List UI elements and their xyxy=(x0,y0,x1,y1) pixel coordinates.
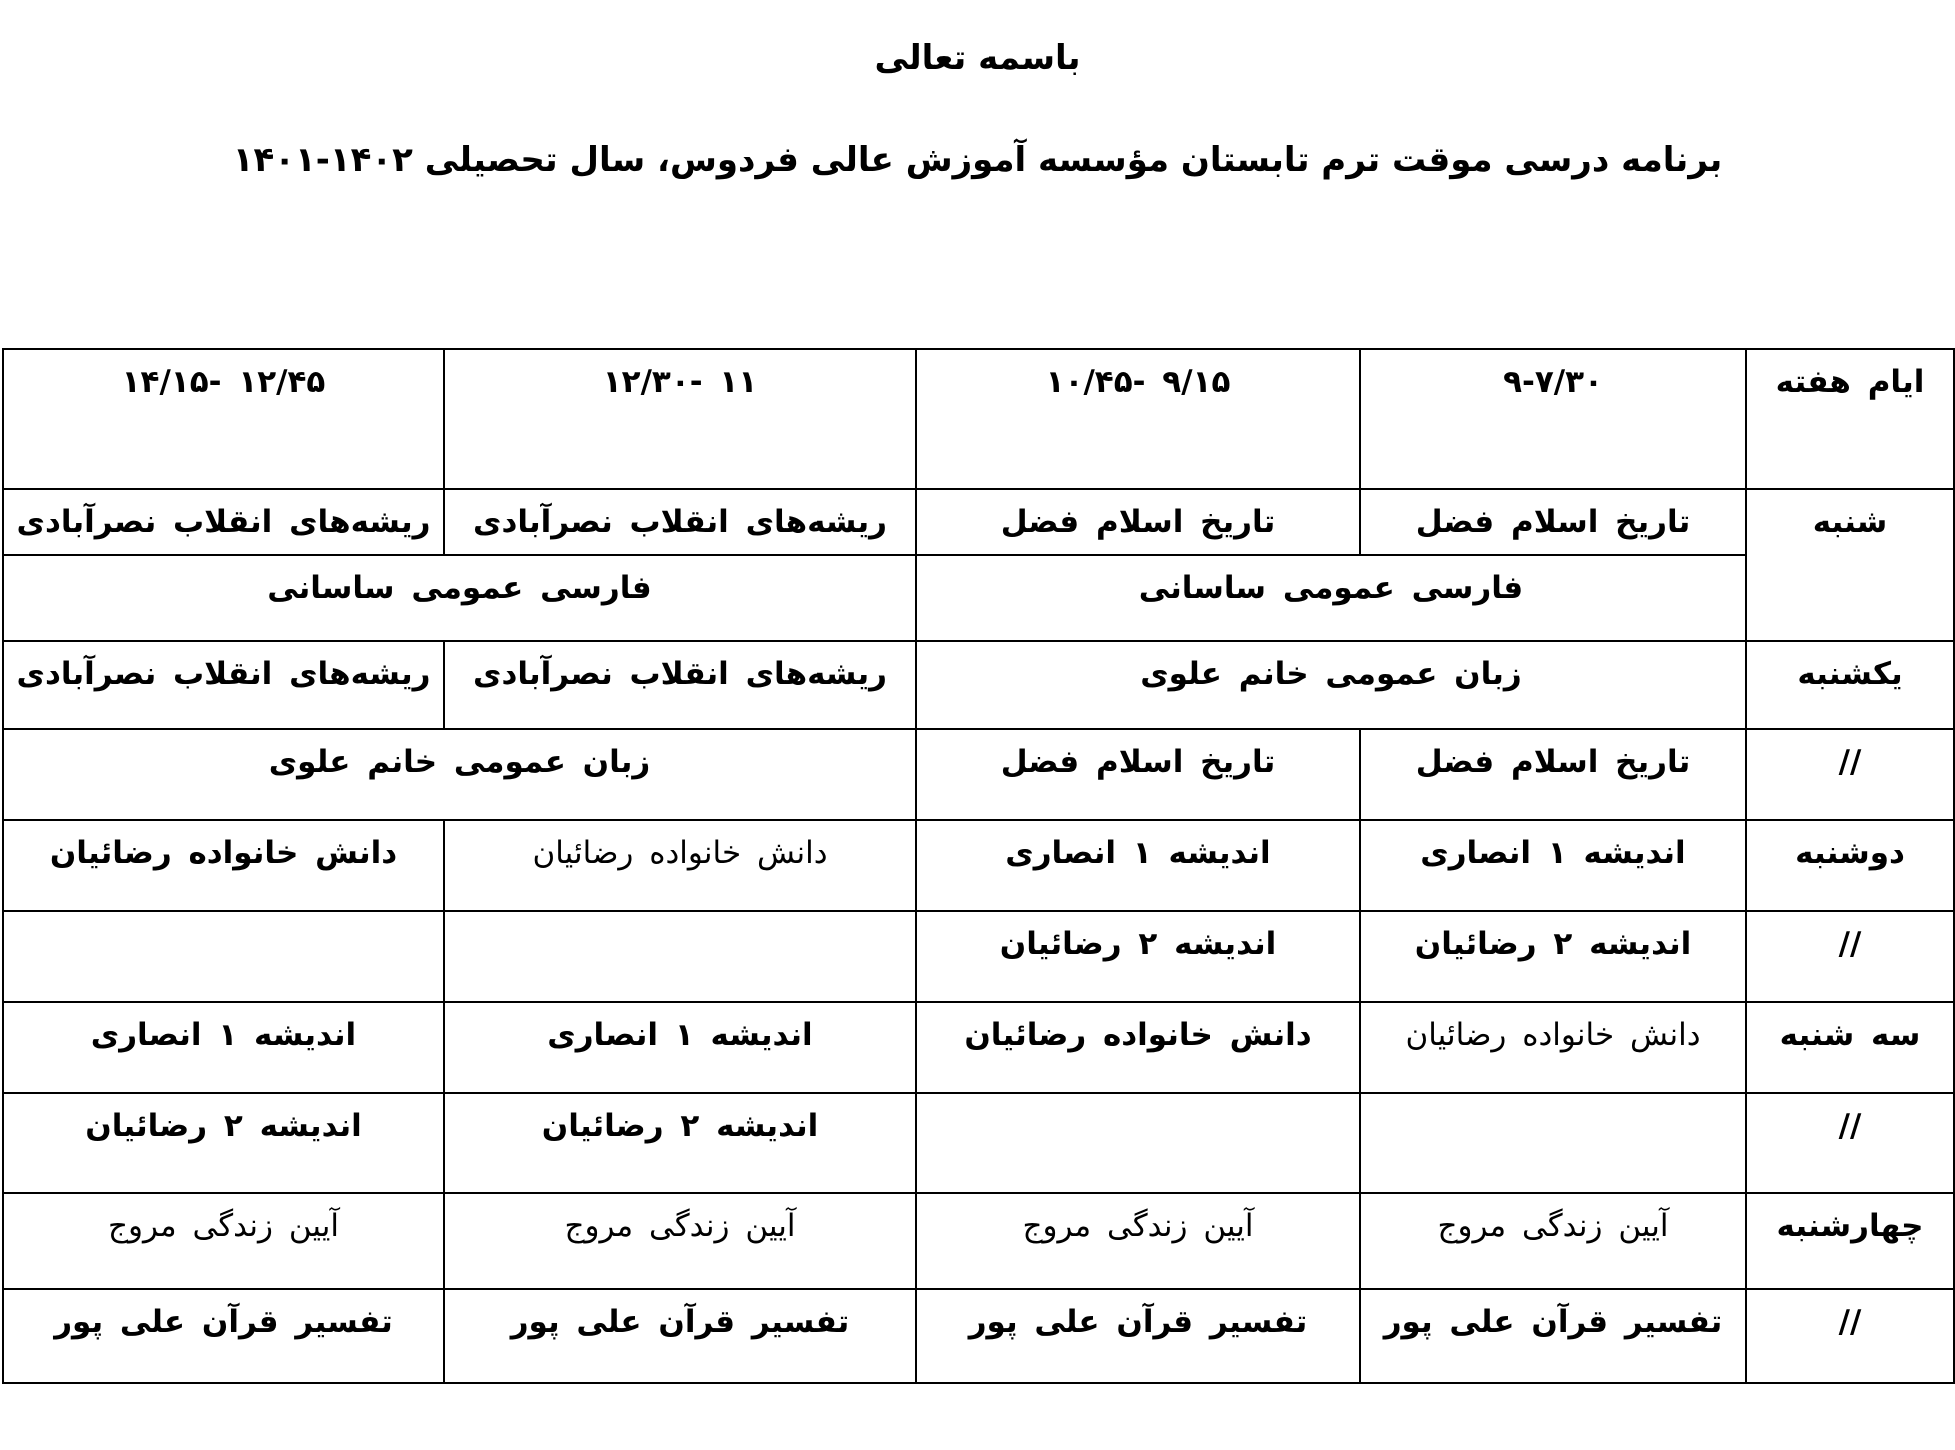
class-cell: تفسیر قرآن علی پور xyxy=(916,1289,1360,1383)
class-cell: فارسی عمومی ساسانی xyxy=(3,555,916,641)
class-cell: اندیشه ۱ انصاری xyxy=(916,820,1360,911)
header-slot-2: ۹/۱۵ -۱۰/۴۵ xyxy=(916,349,1360,489)
header-day: ایام هفته xyxy=(1746,349,1954,489)
class-cell: تاریخ اسلام فضل xyxy=(1360,489,1746,555)
class-cell xyxy=(1360,1093,1746,1193)
table-row xyxy=(3,1002,1954,1093)
table-row xyxy=(3,911,1954,1002)
class-cell xyxy=(916,1093,1360,1193)
table-row xyxy=(3,641,1954,729)
class-cell: اندیشه ۲ رضائیان xyxy=(916,911,1360,1002)
class-cell: آیین زندگی مروج xyxy=(916,1193,1360,1289)
class-cell: ریشه‌های انقلاب نصرآبادی xyxy=(3,641,444,729)
class-cell: اندیشه ۱ انصاری xyxy=(1360,820,1746,911)
table-row xyxy=(3,1093,1954,1193)
class-cell: آیین زندگی مروج xyxy=(444,1193,916,1289)
table-row xyxy=(3,729,1954,820)
class-schedule-table xyxy=(2,348,1955,1384)
class-cell xyxy=(444,911,916,1002)
class-cell: تفسیر قرآن علی پور xyxy=(1360,1289,1746,1383)
table-row xyxy=(3,820,1954,911)
class-cell: زبان عمومی خانم علوی xyxy=(916,641,1746,729)
document-heading: باسمه تعالی xyxy=(874,38,1081,78)
table-header-row xyxy=(3,349,1954,489)
day-cell: سه شنبه xyxy=(1746,1002,1954,1093)
table-row xyxy=(3,1289,1954,1383)
header-slot-4: ۱۲/۴۵ -۱۴/۱۵ xyxy=(3,349,444,489)
day-cell: // xyxy=(1746,1093,1954,1193)
class-cell: تفسیر قرآن علی پور xyxy=(3,1289,444,1383)
day-cell: // xyxy=(1746,1289,1954,1383)
class-cell: اندیشه ۲ رضائیان xyxy=(444,1093,916,1193)
class-cell: تاریخ اسلام فضل xyxy=(916,729,1360,820)
class-cell: آیین زندگی مروج xyxy=(3,1193,444,1289)
class-cell: دانش خانواده رضائیان xyxy=(3,820,444,911)
day-cell: // xyxy=(1746,911,1954,1002)
day-cell: چهارشنبه xyxy=(1746,1193,1954,1289)
class-cell: اندیشه ۲ رضائیان xyxy=(3,1093,444,1193)
class-cell: اندیشه ۲ رضائیان xyxy=(1360,911,1746,1002)
class-cell: ریشه‌های انقلاب نصرآبادی xyxy=(444,489,916,555)
header-slot-3: ۱۱ -۱۲/۳۰ xyxy=(444,349,916,489)
class-cell: اندیشه ۱ انصاری xyxy=(444,1002,916,1093)
header-slot-1: ۹-۷/۳۰ xyxy=(1360,349,1746,489)
class-cell: تاریخ اسلام فضل xyxy=(916,489,1360,555)
class-cell: اندیشه ۱ انصاری xyxy=(3,1002,444,1093)
class-cell xyxy=(3,911,444,1002)
document-title: برنامه درسی موقت ترم تابستان مؤسسه آموزش عالی فردوس، سال تحصیلی ۱۴۰۲-۱۴۰۱ xyxy=(232,140,1723,180)
class-cell: ریشه‌های انقلاب نصرآبادی xyxy=(3,489,444,555)
day-cell: دوشنبه xyxy=(1746,820,1954,911)
day-cell: یکشنبه xyxy=(1746,641,1954,729)
table-row xyxy=(3,555,1954,641)
table-row xyxy=(3,489,1954,555)
class-cell: تاریخ اسلام فضل xyxy=(1360,729,1746,820)
class-cell: دانش خانواده رضائیان xyxy=(444,820,916,911)
day-cell: // xyxy=(1746,729,1954,820)
class-cell: زبان عمومی خانم علوی xyxy=(3,729,916,820)
class-cell: فارسی عمومی ساسانی xyxy=(916,555,1746,641)
class-cell: دانش خانواده رضائیان xyxy=(1360,1002,1746,1093)
class-cell: تفسیر قرآن علی پور xyxy=(444,1289,916,1383)
class-cell: دانش خانواده رضائیان xyxy=(916,1002,1360,1093)
day-cell: شنبه xyxy=(1746,489,1954,641)
class-cell: ریشه‌های انقلاب نصرآبادی xyxy=(444,641,916,729)
class-cell: آیین زندگی مروج xyxy=(1360,1193,1746,1289)
table-row xyxy=(3,1193,1954,1289)
